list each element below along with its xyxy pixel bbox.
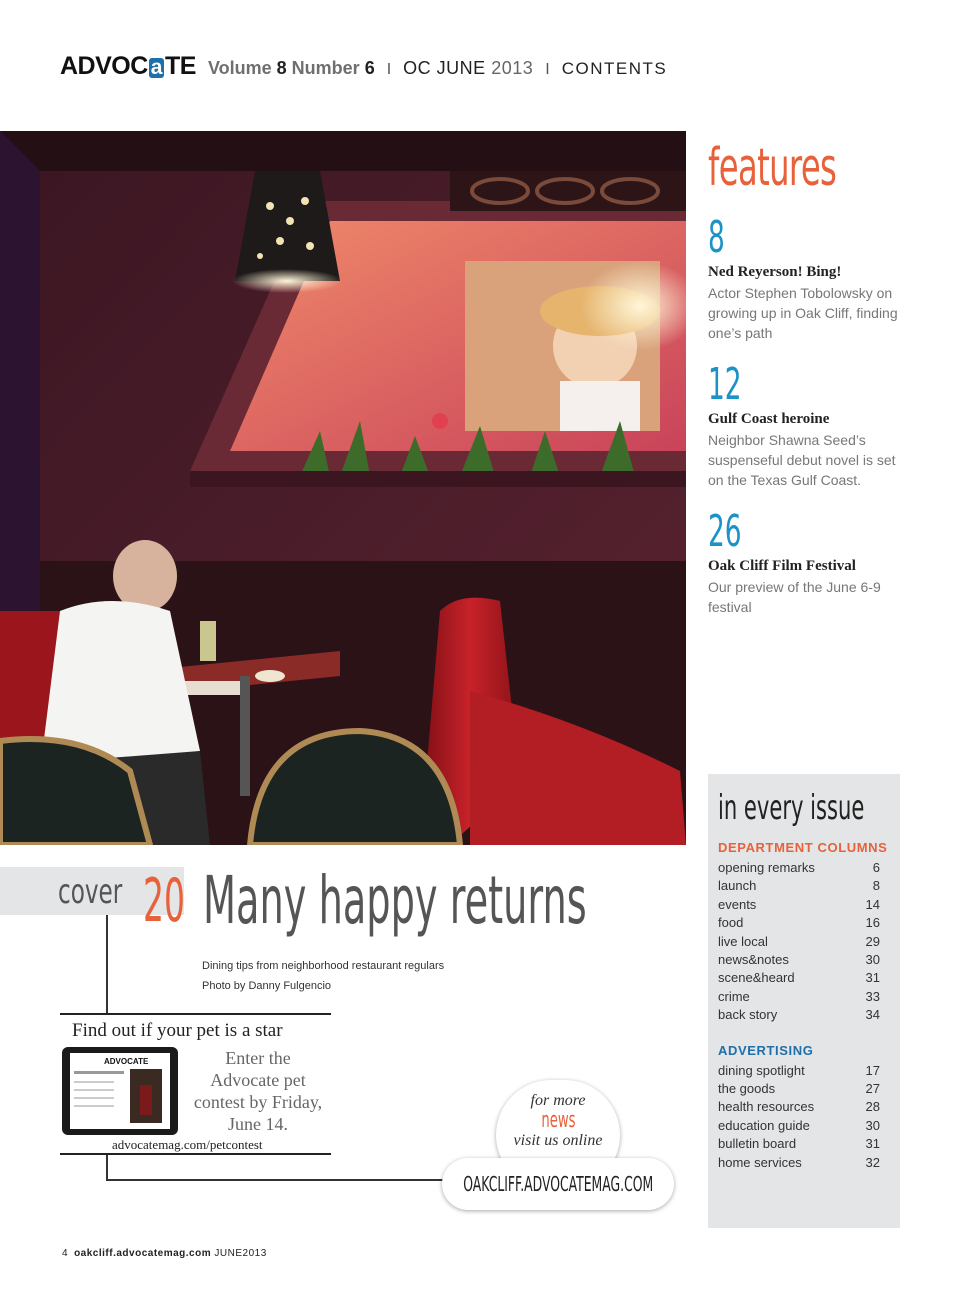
feature-title: Oak Cliff Film Festival bbox=[708, 558, 856, 574]
cover-photo bbox=[0, 131, 686, 845]
page-number: 4 bbox=[62, 1248, 69, 1259]
list-item[interactable]: health resources 28 bbox=[718, 1099, 880, 1115]
tablet-image bbox=[62, 1047, 178, 1135]
website-url: OAKCLIFF.ADVOCATEMAG.COM bbox=[463, 1172, 653, 1196]
list-item[interactable]: food 16 bbox=[718, 915, 880, 931]
list-item[interactable]: opening remarks 6 bbox=[718, 860, 880, 875]
website-link[interactable] bbox=[442, 1158, 674, 1210]
list-item[interactable]: events 14 bbox=[718, 896, 880, 912]
advertising-list bbox=[718, 1062, 890, 1172]
feature-item[interactable] bbox=[708, 214, 908, 343]
every-issue-panel bbox=[708, 774, 900, 1228]
restaurant-scene-image bbox=[0, 131, 686, 845]
pet-contest-promo[interactable] bbox=[60, 1013, 331, 1155]
volume-info: Volume 8 Number 6 bbox=[207, 58, 375, 78]
advertising-heading: ADVERTISING bbox=[718, 1042, 814, 1058]
page-footer bbox=[62, 1248, 267, 1259]
list-item[interactable]: bulletin board 31 bbox=[718, 1136, 880, 1152]
connector-line bbox=[106, 915, 108, 1013]
list-item[interactable]: back story 34 bbox=[718, 1007, 880, 1023]
logo-text-left: ADVOC bbox=[60, 52, 148, 80]
features-heading: features bbox=[708, 138, 837, 198]
cover-dek: Dining tips from neighborhood restaurant regulars bbox=[202, 960, 445, 972]
list-item[interactable]: live local 29 bbox=[718, 933, 880, 949]
list-item[interactable]: scene&heard 31 bbox=[718, 970, 880, 986]
list-item[interactable]: education guide 30 bbox=[718, 1117, 880, 1133]
feature-item[interactable] bbox=[708, 361, 908, 490]
list-item[interactable]: crime 33 bbox=[718, 988, 880, 1004]
logo-a-mark: a bbox=[150, 56, 162, 79]
list-item[interactable]: home services 32 bbox=[718, 1154, 880, 1170]
issue-date: OC JUNE 2013 bbox=[403, 58, 534, 78]
feature-title: Ned Reyerson! Bing! bbox=[708, 264, 842, 280]
section-label: CONTENTS bbox=[561, 59, 668, 78]
cover-story-subtitle bbox=[202, 956, 444, 996]
feature-title: Gulf Coast heroine bbox=[708, 411, 830, 427]
department-columns-heading: DEPARTMENT COLUMNS bbox=[718, 840, 888, 855]
connector-line bbox=[106, 1155, 108, 1180]
header-separator: I bbox=[386, 61, 392, 78]
advocate-logo bbox=[60, 52, 196, 81]
online-line-3: visit us online bbox=[513, 1132, 603, 1149]
footer-issue: JUNE2013 bbox=[214, 1248, 267, 1259]
list-item[interactable]: news&notes 30 bbox=[718, 952, 880, 968]
footer-site[interactable]: oakcliff.advocatemag.com bbox=[74, 1248, 212, 1259]
online-line-2: news bbox=[540, 1108, 576, 1133]
list-item[interactable]: dining spotlight 17 bbox=[718, 1062, 880, 1078]
feature-page-number: 26 bbox=[708, 506, 742, 557]
logo-text-right: TE bbox=[164, 52, 196, 80]
tablet-screen bbox=[70, 1053, 170, 1129]
cover-page-number: 20 bbox=[143, 866, 185, 936]
list-item[interactable]: launch 8 bbox=[718, 878, 880, 894]
cover-story-title[interactable]: Many happy returns bbox=[203, 862, 587, 939]
photo-credit: Photo by Danny Fulgencio bbox=[202, 980, 332, 992]
every-issue-heading: in every issue bbox=[718, 788, 865, 828]
connector-line bbox=[106, 1179, 446, 1181]
feature-page-number: 12 bbox=[708, 359, 742, 410]
department-list bbox=[718, 859, 890, 1025]
pet-contest-body: Enter the Advocate pet contest by Friday, June 14. bbox=[193, 1048, 323, 1134]
pet-contest-link[interactable]: advocatemag.com/petcontest bbox=[112, 1137, 263, 1152]
feature-description: Actor Stephen Tobolowsky on growing up in Oak Cliff, finding one’s path bbox=[708, 285, 898, 341]
list-item[interactable]: the goods 27 bbox=[718, 1081, 880, 1097]
cover-label: cover bbox=[58, 872, 123, 912]
feature-item[interactable] bbox=[708, 508, 908, 617]
header-separator-2: I bbox=[545, 61, 550, 78]
tablet-logo: ADVOCATE bbox=[104, 1057, 149, 1066]
masthead bbox=[60, 52, 667, 86]
online-line-1: for more bbox=[530, 1092, 586, 1109]
feature-page-number: 8 bbox=[708, 212, 725, 263]
feature-description: Our preview of the June 6-9 festival bbox=[708, 579, 881, 615]
feature-description: Neighbor Shawna Seed’s suspenseful debut novel is set on the Texas Gulf Coast. bbox=[708, 432, 896, 488]
pet-contest-headline: Find out if your pet is a star bbox=[72, 1020, 283, 1041]
